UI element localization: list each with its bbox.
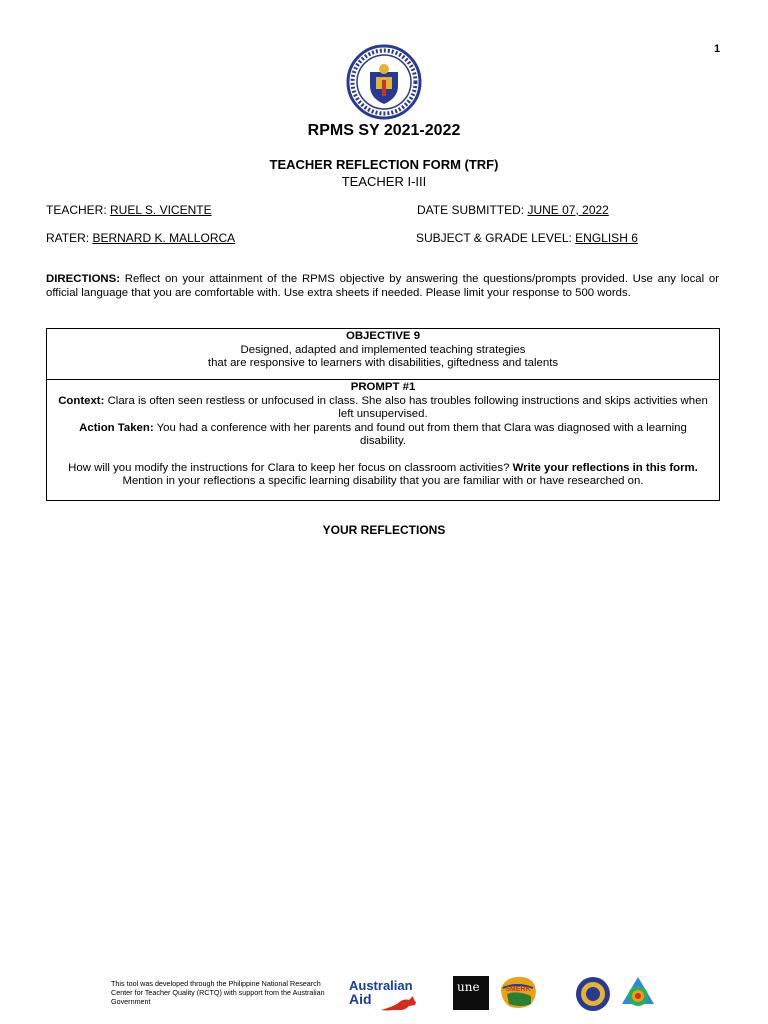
australian-aid-text-2: Aid (349, 991, 372, 1007)
directions-label: DIRECTIONS: (46, 273, 121, 285)
action-label: Action Taken: (79, 421, 154, 434)
page-number: 1 (714, 43, 721, 55)
australian-aid-text-1: Australian (349, 978, 413, 993)
rater-field (46, 231, 235, 245)
une-logo-text: une (457, 980, 480, 994)
form-subtitle: TEACHER I-III (341, 174, 427, 189)
subject-grade-field (416, 231, 638, 245)
teacher-field (46, 203, 212, 217)
rater-label: RATER: (46, 231, 93, 245)
rctq-logo (618, 974, 658, 1014)
context-label: Context: (58, 394, 105, 407)
directions (46, 273, 719, 300)
rater-value: BERNARD K. MALLORCA (92, 231, 236, 245)
deped-seal-small-logo (575, 976, 611, 1012)
action-text: You had a conference with her parents and found out from them that Clara was diagnosed with a learning disability. (153, 421, 687, 447)
subject-value: ENGLISH 6 (575, 231, 638, 245)
australian-aid-logo (347, 976, 427, 1012)
prompt-context (55, 395, 711, 422)
deped-seal-logo (346, 44, 422, 120)
subject-label: SUBJECT & GRADE LEVEL: (416, 231, 576, 245)
question-tail: Mention in your reflections a specific learning disability that you are familiar with or have researched on. (122, 475, 644, 487)
date-label: DATE SUBMITTED: (417, 203, 528, 217)
prompt-title: PROMPT #1 (350, 381, 416, 393)
une-logo (453, 976, 489, 1010)
context-text: Clara is often seen restless or unfocused in class. She also has troubles following instructions and skips activities when left unsupervised. (104, 394, 708, 420)
date-value: JUNE 07, 2022 (527, 203, 609, 217)
date-submitted-field (417, 203, 609, 217)
smerk-logo-text: SMERK (505, 986, 531, 993)
objective-line-1: Designed, adapted and implemented teaching strategies (240, 343, 526, 356)
reflections-title: YOUR REFLECTIONS (322, 523, 446, 537)
prompt-action-taken (55, 422, 711, 449)
form-title: TEACHER REFLECTION FORM (TRF) (269, 157, 499, 172)
objective-title: OBJECTIVE 9 (345, 330, 421, 342)
directions-text: Reflect on your attainment of the RPMS objective by answering the questions/prompts provided. Use any local or official language that you are comfortable with. Use extra sheets if needed. Please limit your response to 500 words. (46, 273, 719, 299)
objective-line-2: that are responsive to learners with disabilities, giftedness and talents (207, 357, 559, 369)
objective-box (46, 328, 720, 501)
objective-header (47, 329, 719, 380)
prompt-body (47, 380, 719, 489)
teacher-label: TEACHER: (46, 203, 111, 217)
smerk-australia-logo (497, 974, 539, 1012)
kangaroo-icon (379, 994, 423, 1012)
question-text: How will you modify the instructions for Clara to keep her focus on classroom activities? (68, 461, 513, 474)
teacher-value: RUEL S. VICENTE (110, 203, 212, 217)
footer-note: This tool was developed through the Philippine National Research Center for Teacher Quality (RCTQ) with support from the Australian Government (111, 979, 325, 1006)
prompt-question (55, 462, 711, 489)
question-bold: Write your reflections in this form. (512, 461, 698, 474)
main-title: RPMS SY 2021-2022 (307, 122, 461, 139)
